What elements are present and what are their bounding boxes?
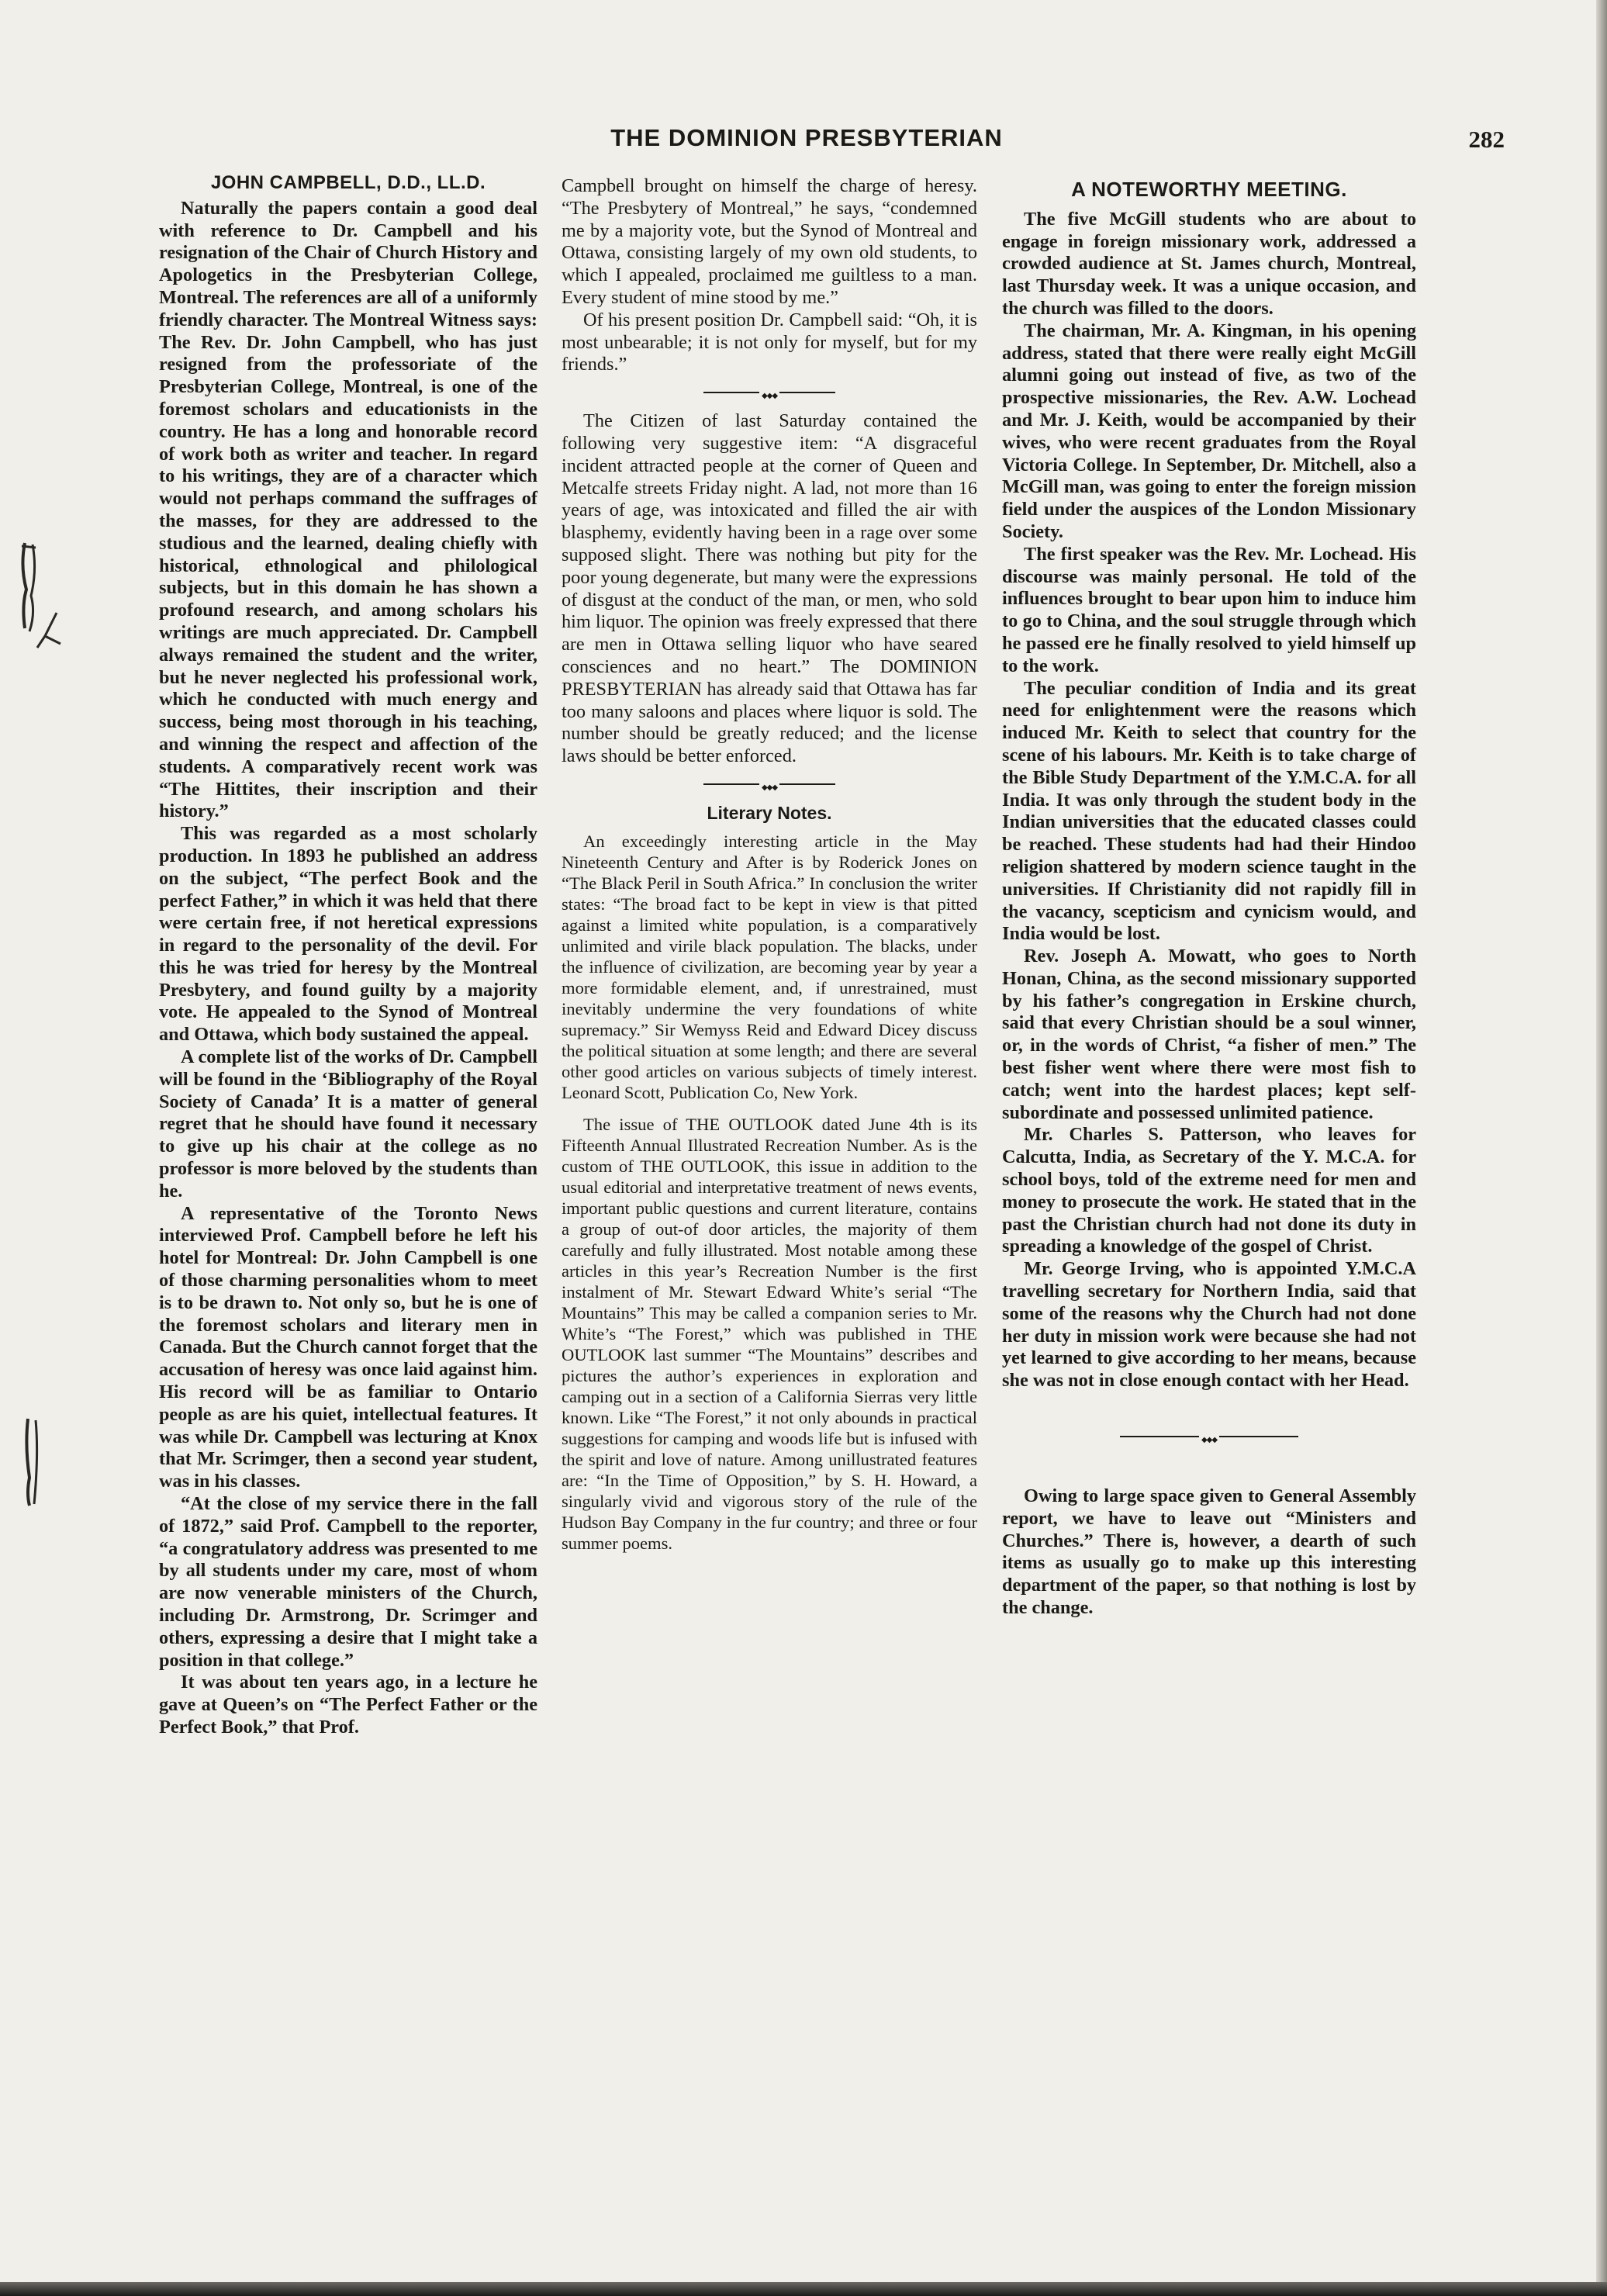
literary-notes-body [562,831,977,1554]
campbell-paragraph: Of his present position Dr. Campbell said: “Oh, it is most unbearable; it is not only for myself, but for my friends.” [562,309,977,375]
column-2 [562,175,977,1554]
page-header [155,124,1505,161]
section-divider [1120,1431,1298,1442]
campbell-paragraph-continued: Campbell brought on himself the charge of heresy. “The Presbytery of Montreal,” he says, “condemned me by a majority vote, but the Synod of Montreal and Ottawa, consisting largely of my own old students, to which I appealed, proclaimed me guiltless to a man. Every student of mine stood by me.” [562,175,977,308]
page-edge-shadow [1596,0,1607,2296]
meeting-paragraph: The five McGill students who are about to engage in foreign missionary work, addressed a crowded audience at St. James church, Montreal, last Thursday week. It was a unique occasion, and the church was filled to the doors. [1002,208,1416,319]
campbell-paragraph: This was regarded as a most scholarly production. In 1893 he published an address on the subject, “The perfect Book and the perfect Father,” in which it was held that there were certain free, if not heretical expressions in regard to the personality of the devil. For this he was tried for heresy by the Montreal Presbytery, and found guilty by a majority vote. He appealed to the Synod of Montreal and Ottawa, which body sustained the appeal. [159,823,537,1046]
campbell-paragraph: “At the close of my service there in the fall of 1872,” said Prof. Campbell to the reporter, “a congratulatory address was presented to me by all students under my care, most of whom are now venerable ministers of the Church, including Dr. Armstrong, Dr. Scrimger and others, expressing a desire that I might take a position in that college.” [159,1493,537,1671]
section-divider [703,387,835,398]
margin-pencil-mark-top [14,535,68,690]
section-heading-literary-notes: Literary Notes. [707,802,832,823]
campbell-paragraph: A representative of the Toronto News interviewed Prof. Campbell before he left his hotel for Montreal: Dr. John Campbell is one of those charming personalities whom to meet is to be drawn to. Not only so, but he is one of the foremost scholars and literary men in Canada. But the Church cannot forget that the accusation of heresy was once laid against him. His record will be as familiar to Ontario people as are his quiet, intellectual features. It was while Dr. Campbell was lecturing at Knox that Mr. Scrimger, then a second year student, was in his classes. [159,1202,537,1492]
column-3 [1002,175,1416,1620]
article-heading-meeting: A NOTEWORTHY MEETING. [1071,178,1347,201]
citizen-paragraph: The Citizen of last Saturday contained the following very suggestive item: “A disgraceful incident attracted people at the corner of Queen and Metcalfe streets Friday night. A lad, not more than 16 years of age, was intoxicated and filled the air with blasphemy, evidently having been in a rage over some supposed slight. There was nothing but pity for the poor young degenerate, but many were the expressions of disgust at the conduct of the man, or men, who sold him liquor. The opinion was freely expressed that there are men in Ottawa selling liquor who have seared consciences and no heart.” The DOMINION PRESBYTERIAN has already said that Ottawa has far too many saloons and places where liquor is sold. The number should be greatly reduced; and the license laws should be better enforced. [562,410,977,767]
meeting-paragraph: Mr. George Irving, who is appointed Y.M.C.A travelling secretary for Northern India, said that some of the reasons why the Church had not done her duty in mission work were because she had not yet learned to give according to her means, because she was not in close enough contact with her Head. [1002,1258,1416,1392]
campbell-paragraph: A complete list of the works of Dr. Campbell will be found in the ‘Bibliography of the Royal Society of Canada’ It is a matter of general regret that he should have found it necessary to give up his chair at the college as no professor is more beloved by the students than he. [159,1046,537,1202]
page-number: 282 [1468,126,1505,153]
section-divider [703,779,835,790]
article-heading-campbell: JOHN CAMPBELL, D.D., LL.D. [210,172,486,193]
literary-paragraph: An exceedingly interesting article in the May Nineteenth Century and After is by Roderick Jones on “The Black Peril in South Africa.” In conclusion the writer states: “The broad fact to be kept in view is that pitted against a limited white population, is a comparatively unlimited and virile black population. The blacks, under the influence of civilization, are becoming year by year a more formidable element, and, if unrestrained, must inevitably undermine the very foundations of white supremacy.” Sir Wemyss Reid and Edward Dicey discuss the political situation at some length; and there are several other good articles on various subjects of timely interest. Leonard Scott, Publication Co, New York. [562,831,977,1102]
notice-paragraph: Owing to large space given to General Assembly report, we have to leave out “Ministers and Churches.” There is, however, a dearth of such items as usually go to make up this interesting department of the paper, so that nothing is lost by the change. [1002,1485,1416,1619]
running-title: THE DOMINION PRESBYTERIAN [610,124,1003,151]
meeting-paragraph: Rev. Joseph A. Mowatt, who goes to North Honan, China, as the second missionary supported by his father’s congregation in Erskine church, said that every Christian should be a soul winner, or, in the words of Christ, “a fisher of men.” The best fisher went where there were most fish to catch; went into the hardest places; kept self-subordinate and possessed unlimited patience. [1002,946,1416,1123]
paragraph-spacer [562,1103,977,1114]
meeting-paragraph: The peculiar condition of India and its great need for enlightenment were the reasons which induced Mr. Keith to select that country for the scene of his labours. Mr. Keith is to take charge of the Bible Study Department of the Y.M.C.A. for all India. It was only through the student body in the Indian universities that the educated classes could be reached. These students had had their Hindoo religion shattered by modern science taught in the universities. If Christianity did not rapidly fill in the vacancy, scepticism and cynicism would, and India would be lost. [1002,677,1416,945]
meeting-paragraph: The first speaker was the Rev. Mr. Lochead. His discourse was mainly personal. He told of the influences brought to bear upon him to induce him to go to China, and the soul struggle through which he passed ere he finally resolved to yield himself up to the work. [1002,543,1416,676]
column-1 [159,172,537,1739]
meeting-paragraph: The chairman, Mr. A. Kingman, in his opening address, stated that there were really eight McGill alumni going out instead of five, as two of the prospective missionaries, the Rev. A.W. Lochead and Mr. J. Keith, would be accompanied by their wives, who were recent graduates from the Royal Victoria College. In September, Dr. Mitchell, also a McGill man, was going to enter the foreign mission field under the auspices of the London Missionary Society. [1002,320,1416,542]
campbell-paragraph: Naturally the papers contain a good deal with reference to Dr. Campbell and his resignation of the Chair of Church History and Apologetics in the Presbyterian College, Montreal. The references are all of a uniformly friendly character. The Montreal Witness says: The Rev. Dr. John Campbell, who has just resigned from the professoriate of the Presbyterian College, Montreal, is one of the foremost scholars and educationists in the country. He has a long and honorable record of work both as writer and teacher. In regard to his writings, they are of a character which would not perhaps command the suffrages of the masses, for they are addressed to the studious and the learned, dealing chiefly with historical, ethnological and philological subjects, but in this domain he has shown a profound research, and among scholars his writings are much appreciated. Dr. Campbell always remained the student and the writer, but he never neglected his professional work, which he conducted with much energy and success, being most thorough in his teaching, and winning the respect and affection of the students. A comparatively recent work was “The Hittites, their inscription and their history.” [159,197,538,822]
meeting-paragraph: Mr. Charles S. Patterson, who leaves for Calcutta, India, as Secretary of the Y. M.C.A. for school boys, told of the extreme need for men and money to prosecute the work. He stated that in the past the Christian church had not done its duty in spreading a knowledge of the gospel of Christ. [1002,1124,1416,1257]
literary-paragraph: The issue of THE OUTLOOK dated June 4th is its Fifteenth Annual Illustrated Recreation Number. As is the custom of THE OUTLOOK, this issue in addition to the usual editorial and interpretative treatment of news events, important public questions and current literature, contains a group of out-of door articles, the majority of them carefully and fully illustrated. Most notable among these articles in this year’s Recreation Number is the first instalment of Mr. Stewart Edward White’s serial “The Mountains” This may be called a companion series to Mr. White’s “The Forest,” which was published in THE OUTLOOK last summer “The Mountains” describes and pictures the author’s experiences in exploration and camping out in a section of a California Sierras very little known. Like “The Forest,” it not only abounds in practical suggestions for camping and woods life but is infused with the spirit and love of nature. Among unillustrated features are: “In the Time of Opposition,” by S. H. Howard, a singularly vivid and vigorous story of the rule of the Hudson Bay Company in the fur country; and three or four summer poems. [562,1114,977,1553]
margin-pencil-mark-bottom [17,1416,48,1509]
page-bottom-shadow [0,2282,1607,2296]
campbell-paragraph: It was about ten years ago, in a lecture he gave at Queen’s on “The Perfect Father or the Perfect Book,” that Prof. [159,1672,537,1738]
